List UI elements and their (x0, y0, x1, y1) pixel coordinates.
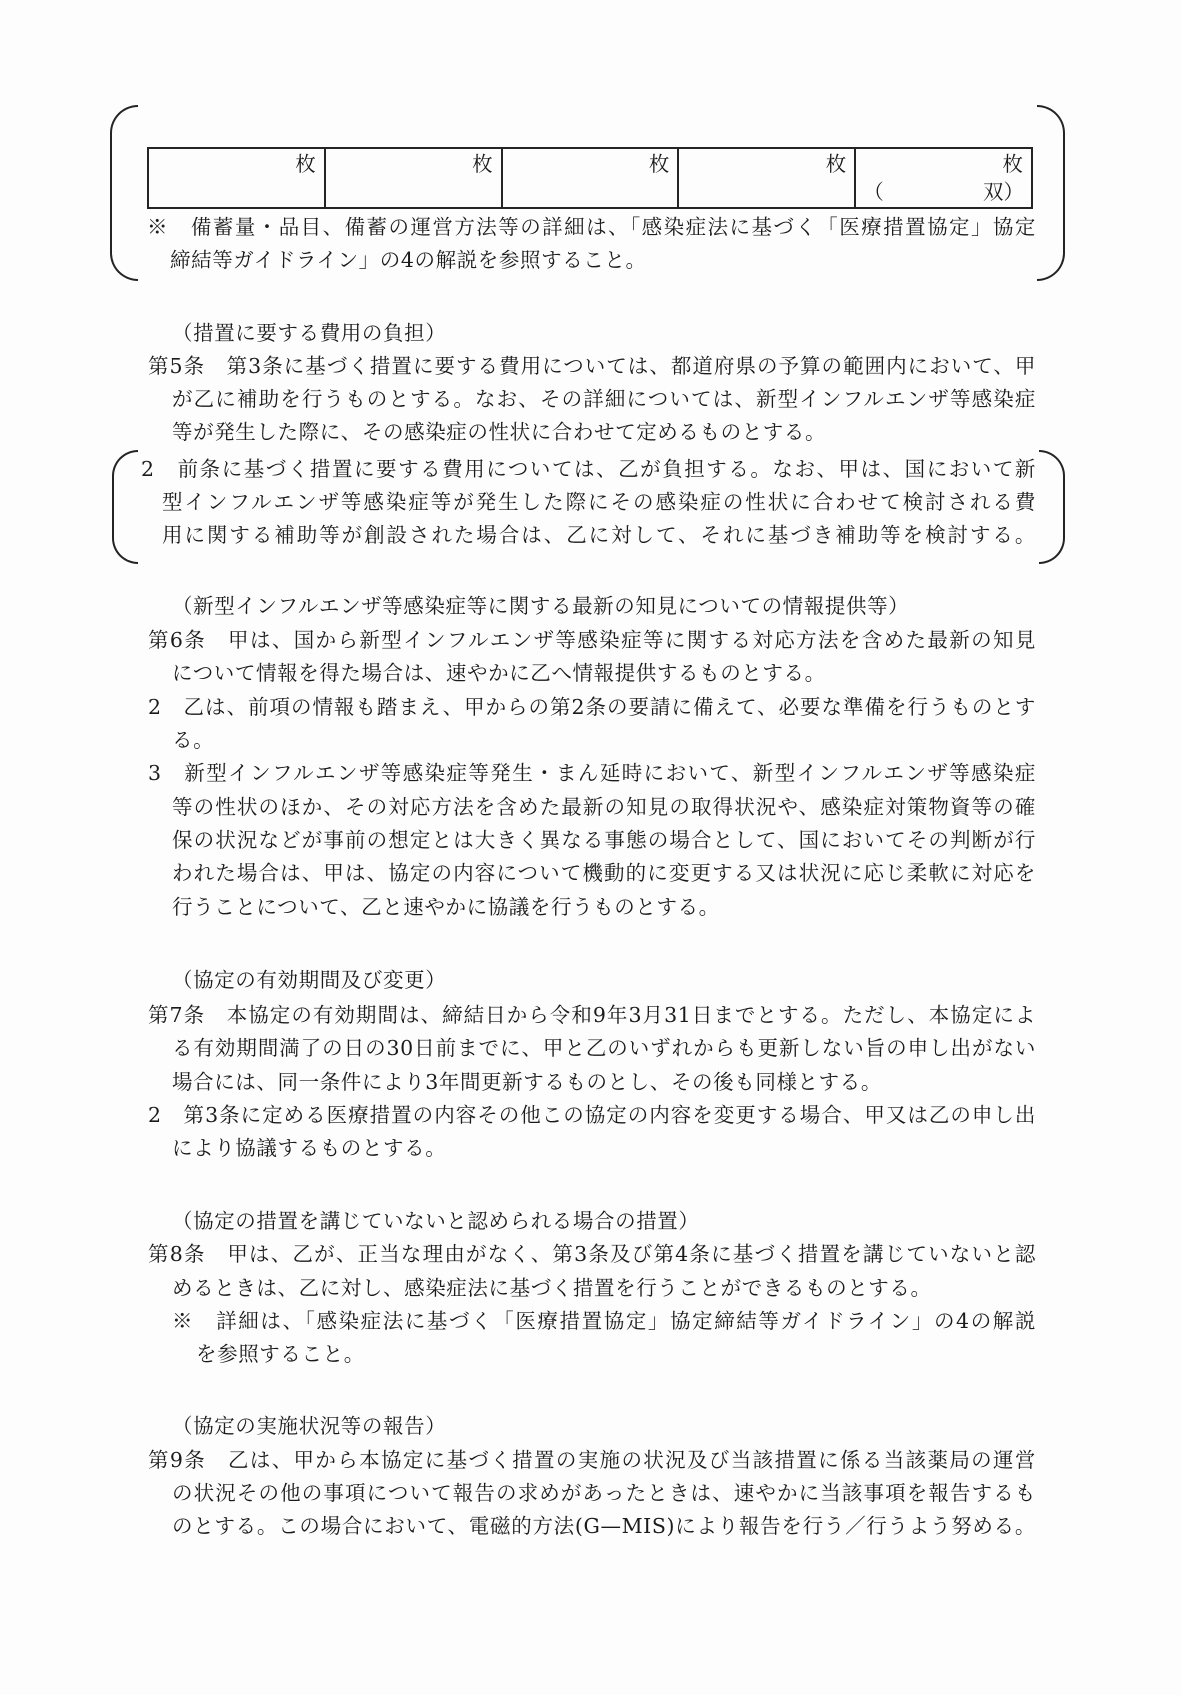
article6-para3-line: 3 新型インフルエンザ等感染症等発生・まん延時において、新型インフルエンザ等感染症 (148, 761, 1036, 785)
article9-line: の状況その他の事項について報告の求めがあったときは、速やかに当該事項を報告するも (172, 1481, 1036, 1505)
stockpile-table-cell (679, 149, 856, 207)
article6-para3-line: 保の状況などが事前の想定とは大きく異なる事態の場合として、国においてその判断が行 (172, 828, 1036, 852)
article5-para2-line: 型インフルエンザ等感染症等が発生した際にその感染症の性状に合わせて検討される費 (162, 490, 1036, 514)
article5-line: 第5条 第3条に基づく措置に要する費用については、都道府県の予算の範囲内において、甲 (148, 354, 1036, 378)
stockpile-table-cell (149, 149, 326, 207)
article8-note-line: を参照すること。 (196, 1342, 365, 1366)
article7-para2-line: により協議するものとする。 (172, 1136, 447, 1160)
article7-para2-line: 2 第3条に定める医療措置の内容その他この協定の内容を変更する場合、甲又は乙の申し出 (148, 1103, 1036, 1127)
article6-para3-line: われた場合は、甲は、協定の内容について機動的に変更する又は状況に応じ柔軟に対応を (172, 861, 1036, 885)
large-paren-left-stockpile (110, 105, 138, 281)
unit-label: 枚 (1002, 152, 1023, 176)
article8-line: 第8条 甲は、乙が、正当な理由がなく、第3条及び第4条に基づく措置を講じていないと認 (148, 1242, 1036, 1266)
stockpile-table-cell (326, 149, 503, 207)
stockpile-note-line: ※ 備蓄量・品目、備蓄の運営方法等の詳細は、「感染症法に基づく「医療措置協定」協定 (147, 215, 1036, 239)
unit-label: 枚 (648, 152, 670, 176)
article5-para2-line: 用に関する補助等が創設された場合は、乙に対して、それに基づき補助等を検討する。 (162, 523, 1036, 547)
article5-line: が乙に補助を行うものとする。なお、その詳細については、新型インフルエンザ等感染症 (172, 387, 1036, 411)
pair-unit-label: 双） (982, 180, 1024, 204)
section-heading-noncompliance: （協定の措置を講じていないと認められる場合の措置） (172, 1209, 700, 1233)
article6-line: 第6条 甲は、国から新型インフルエンザ等感染症等に関する対応方法を含めた最新の知見 (148, 628, 1036, 652)
stockpile-table-cell (503, 149, 680, 207)
article9-line: 第9条 乙は、甲から本協定に基づく措置の実施の状況及び当該措置に係る当該薬局の運営 (148, 1448, 1036, 1472)
article9-line: のとする。この場合において、電磁的方法(G—MIS)により報告を行う／行うよう努める。 (172, 1514, 1036, 1538)
article6-para3-line: 等の性状のほか、その対応方法を含めた最新の知見の取得状況や、感染症対策物資等の確 (172, 795, 1036, 819)
article6-para2-line: 2 乙は、前項の情報も踏まえ、甲からの第2条の要請に備えて、必要な準備を行うものとす (148, 695, 1036, 719)
article6-para3-line: 行うことについて、乙と速やかに協議を行うものとする。 (172, 895, 720, 919)
large-paren-right-clause (1039, 450, 1065, 564)
stockpile-table (147, 147, 1033, 209)
stockpile-table-cell-pairs (856, 149, 1031, 207)
unit-label: 枚 (825, 152, 847, 176)
large-paren-left-clause (112, 450, 138, 564)
article6-line: について情報を得た場合は、速やかに乙へ情報提供するものとする。 (172, 661, 826, 685)
article8-line: めるときは、乙に対し、感染症法に基づく措置を行うことができるものとする。 (172, 1276, 932, 1300)
article8-note-line: ※ 詳細は、「感染症法に基づく「医療措置協定」協定締結等ガイドライン」の4の解説 (172, 1309, 1036, 1333)
pair-unit-row (863, 178, 1024, 206)
stockpile-note-line: 締結等ガイドライン」の4の解説を参照すること。 (170, 248, 647, 272)
section-heading-costs: （措置に要する費用の負担） (172, 321, 447, 345)
article7-line: 場合には、同一条件により3年間更新するものとし、その後も同様とする。 (172, 1070, 882, 1094)
article5-line: 等が発生した際に、その感染症の性状に合わせて定めるものとする。 (172, 420, 827, 444)
section-heading-reporting: （協定の実施状況等の報告） (172, 1414, 447, 1438)
article7-line: 第7条 本協定の有効期間は、締結日から令和9年3月31日までとする。ただし、本協定によ (148, 1003, 1036, 1027)
unit-label: 枚 (472, 152, 493, 176)
unit-label: 枚 (295, 152, 316, 176)
article6-para2-line: る。 (172, 728, 215, 752)
article7-line: る有効期間満了の日の30日前までに、甲と乙のいずれからも更新しない旨の申し出がない (172, 1036, 1036, 1060)
paren-open: （ (863, 180, 884, 204)
section-heading-validity: （協定の有効期間及び変更） (172, 968, 447, 992)
large-paren-right-stockpile (1037, 105, 1065, 281)
article5-para2-line: 2 前条に基づく措置に要する費用については、乙が負担する。なお、甲は、国において新 (141, 457, 1036, 481)
section-heading-information: （新型インフルエンザ等感染症等に関する最新の知見についての情報提供等） (172, 594, 910, 618)
